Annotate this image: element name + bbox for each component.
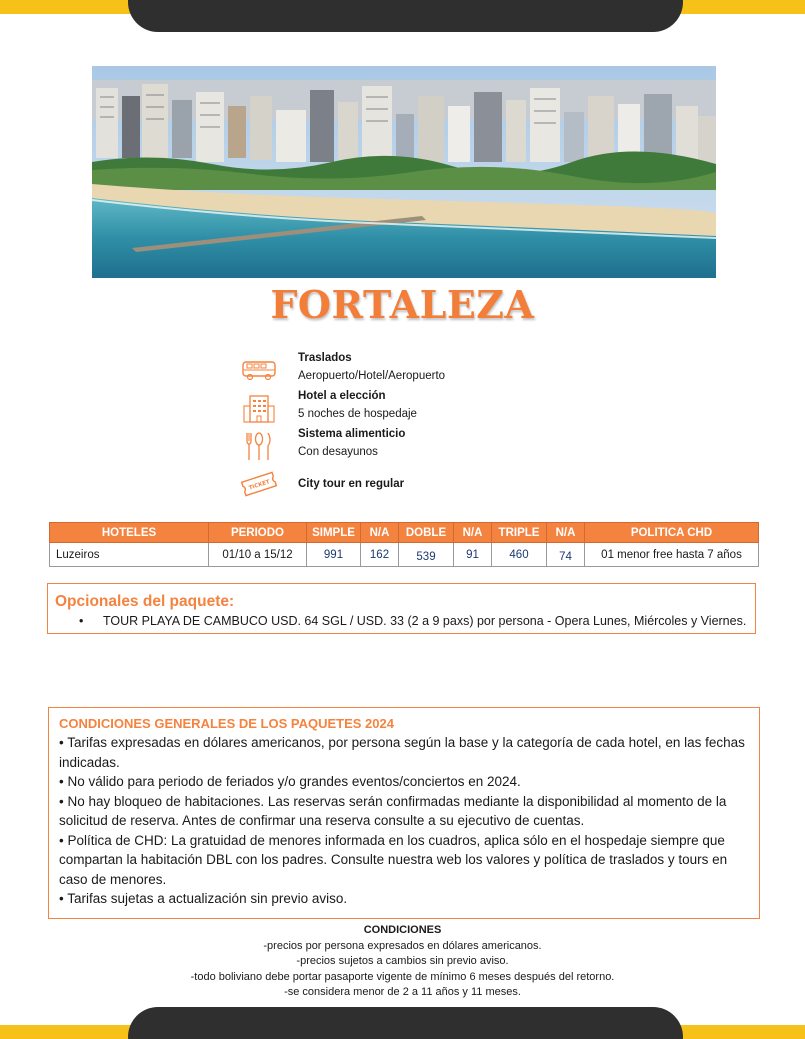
doble-na-cell: 91 <box>454 543 492 567</box>
condicion-item: • Tarifas expresadas en dólares americanos, por persona según la base y la categoría de cada hotel, en las fechas indicadas. <box>59 735 745 770</box>
column-header: SIMPLE <box>307 523 361 543</box>
feature-city-tour <box>240 466 570 506</box>
column-header: N/A <box>361 523 399 543</box>
condicion-item: • No hay bloqueo de habitaciones. Las reservas serán confirmadas mediante la disponibilidad al momento de la solicitud de reserva. Antes de confirmar una reserva consulte a su ejecutivo de cuentas. <box>59 793 727 828</box>
condiciones-generales-title: CONDICIONES GENERALES DE LOS PAQUETES 2024 <box>59 716 394 731</box>
column-header: N/A <box>547 523 585 543</box>
feature-subtitle: Aeropuerto/Hotel/Aeropuerto <box>298 370 446 382</box>
feature-title: Sistema alimenticio <box>298 428 406 440</box>
hero-image <box>92 66 716 278</box>
cutlery-icon <box>240 430 278 462</box>
feature-subtitle: 5 noches de hospedaje <box>298 408 417 420</box>
condiciones-footer <box>0 923 805 1001</box>
prices-table <box>49 522 759 567</box>
simple-price-cell: 991 <box>307 543 361 567</box>
opcional-text: TOUR PLAYA DE CAMBUCO USD. 64 SGL / USD. 33 (2 a 9 paxs) por persona - Opera Lunes, Miércoles y Viernes. <box>103 614 747 628</box>
simple-na-cell: 162 <box>361 543 399 567</box>
feature-title: Traslados <box>298 352 352 364</box>
ticket-text: TICKET <box>248 479 271 492</box>
opcionales-title: Opcionales del paquete: <box>55 593 235 610</box>
feature-title: City tour en regular <box>298 478 405 490</box>
bottom-dark-pill <box>128 1007 683 1039</box>
triple-price-cell: 460 <box>492 543 547 567</box>
condicion-line: -precios por persona expresados en dólares americanos. <box>263 939 542 952</box>
opcionales-box <box>47 583 756 634</box>
column-header: HOTELES <box>50 523 209 543</box>
features-list <box>240 352 570 506</box>
condiciones-title: CONDICIONES <box>363 924 442 936</box>
feature-alimenticio <box>240 428 570 466</box>
feature-hotel <box>240 390 570 428</box>
doble-price-cell: 539 <box>399 543 454 567</box>
condicion-item: • Tarifas sujetas a actualización sin previo aviso. <box>59 891 348 906</box>
column-header: PERIODO <box>209 523 307 543</box>
periodo-cell: 01/10 a 15/12 <box>209 543 307 567</box>
feature-subtitle: Con desayunos <box>298 446 378 458</box>
condicion-item: • No válido para periodo de feriados y/o grandes eventos/conciertos en 2024. <box>59 774 521 789</box>
condicion-line: -precios sujetos a cambios sin previo aviso. <box>296 955 509 967</box>
table-header-row <box>50 523 759 543</box>
ticket-icon <box>240 468 278 500</box>
triple-na-cell: 74 <box>547 543 585 567</box>
table-row <box>50 543 759 567</box>
hotel-cell: Luzeiros <box>50 543 209 567</box>
feature-traslados <box>240 352 570 390</box>
top-dark-pill <box>128 0 683 32</box>
column-header: POLITICA CHD <box>585 523 759 543</box>
column-header: N/A <box>454 523 492 543</box>
condicion-item: • Política de CHD: La gratuidad de menores informada en los cuadros, aplica sólo en el hospedaje siempre que compartan la habitación DBL con los padres. Consulte nuestra web los valores y política de traslados y tours en caso de menores. <box>59 832 728 887</box>
feature-title: Hotel a elección <box>298 390 386 402</box>
condiciones-generales-box <box>48 707 760 919</box>
condicion-line: -se considera menor de 2 a 11 años y 11 meses. <box>284 986 521 998</box>
condicion-line: -todo boliviano debe portar pasaporte vigente de mínimo 6 meses después del retorno. <box>190 970 615 983</box>
column-header: TRIPLE <box>492 523 547 543</box>
bullet: • <box>79 614 84 628</box>
bus-icon <box>240 354 278 386</box>
hotel-building-icon <box>240 392 278 424</box>
page-title: FORTALEZA <box>270 282 535 327</box>
politica-chd-cell: 01 menor free hasta 7 años <box>585 543 759 567</box>
column-header: DOBLE <box>399 523 454 543</box>
